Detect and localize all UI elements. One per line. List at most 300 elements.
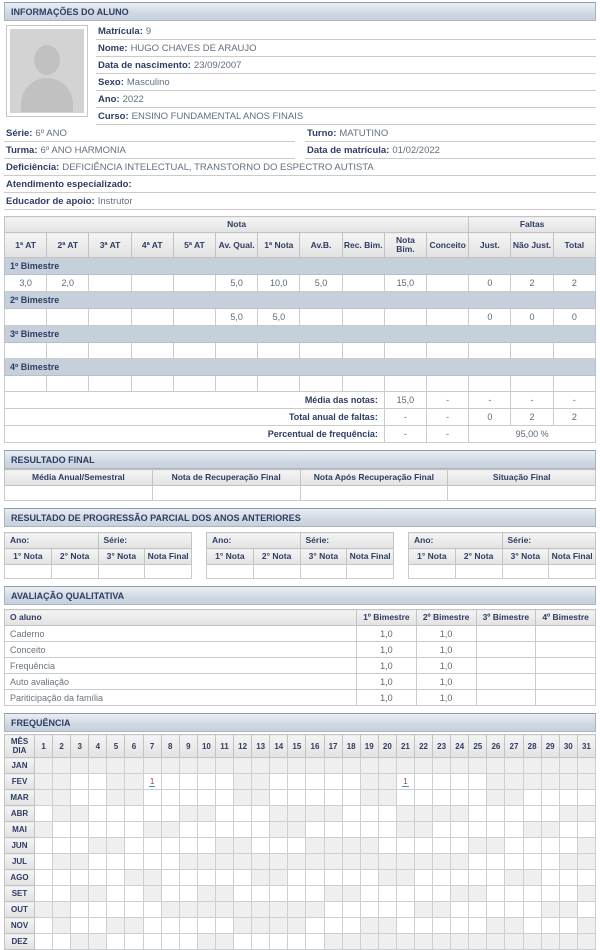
calendar-day-cell (559, 838, 577, 854)
student-grid-row (4, 142, 596, 159)
calendar-day-cell (487, 806, 505, 822)
grade-cell (427, 343, 469, 359)
calendar-day-cell (125, 790, 143, 806)
field-value: 9 (145, 26, 152, 37)
calendar-day-cell (324, 806, 342, 822)
calendar-day-cell (53, 854, 71, 870)
summary-cell: - (469, 392, 511, 409)
calendar-day-cell (487, 822, 505, 838)
calendar-day-cell (89, 790, 107, 806)
calendar-day-cell (53, 758, 71, 774)
progressao-header-row (409, 549, 596, 565)
grade-cell (131, 376, 173, 392)
calendar-day-cell (577, 822, 595, 838)
calendar-day-cell (433, 854, 451, 870)
progressao-cell (5, 565, 52, 579)
grade-cell: 2 (553, 275, 595, 292)
calendar-day-cell (234, 806, 252, 822)
calendar-day-cell (53, 838, 71, 854)
progressao-ano-serie-row (5, 533, 192, 549)
calendar-day-cell (215, 806, 233, 822)
calendar-day-header: 18 (342, 735, 360, 758)
calendar-day-cell (342, 854, 360, 870)
summary-cell: - (553, 392, 595, 409)
calendar-day-cell (197, 838, 215, 854)
calendar-day-cell (523, 870, 541, 886)
calendar-day-cell (125, 918, 143, 934)
calendar-day-cell (306, 886, 324, 902)
calendar-day-cell (197, 918, 215, 934)
calendar-day-cell (469, 902, 487, 918)
calendar-day-header: 13 (252, 735, 270, 758)
grade-cell (216, 376, 258, 392)
calendar-day-cell (234, 918, 252, 934)
calendar-day-cell (252, 838, 270, 854)
calendar-day-cell (487, 790, 505, 806)
progressao-ano-label: Ano: (409, 533, 503, 549)
calendar-day-cell (143, 902, 161, 918)
calendar-day-cell (378, 854, 396, 870)
progressao-header-row (5, 549, 192, 565)
calendar-day-cell (89, 886, 107, 902)
calendar-day-cell (215, 758, 233, 774)
progressao-column-header: 1° Nota (207, 549, 254, 565)
calendar-day-cell (125, 838, 143, 854)
grades-group-header: Nota (5, 217, 469, 233)
calendar-day-cell (161, 758, 179, 774)
calendar-day-cell (469, 918, 487, 934)
resultado-column-header: Nota Após Recuperação Final (300, 470, 448, 486)
calendar-day-cell (523, 902, 541, 918)
calendar-day-cell (179, 806, 197, 822)
grades-data-row (5, 309, 596, 326)
calendar-day-header: 4 (89, 735, 107, 758)
calendar-day-cell (53, 822, 71, 838)
qualitativa-row-label: Frequência (5, 658, 357, 674)
grade-cell (258, 343, 300, 359)
calendar-day-cell (125, 934, 143, 950)
grades-column-header: 1ª AT (5, 233, 47, 258)
calendar-day-cell (71, 854, 89, 870)
calendar-day-cell (342, 902, 360, 918)
calendar-day-cell (324, 902, 342, 918)
calendar-day-cell (270, 758, 288, 774)
calendar-day-cell (396, 774, 414, 790)
calendar-day-cell (378, 886, 396, 902)
calendar-day-cell (35, 790, 53, 806)
calendar-day-cell (252, 902, 270, 918)
grades-column-header: Av.B. (300, 233, 342, 258)
calendar-day-cell (559, 902, 577, 918)
calendar-day-cell (270, 822, 288, 838)
calendar-day-cell (107, 854, 125, 870)
calendar-day-cell (288, 790, 306, 806)
info-field-row (4, 125, 295, 142)
calendar-day-cell (523, 822, 541, 838)
resultado-header-row (5, 470, 596, 486)
qualitativa-cell: 1,0 (416, 690, 476, 706)
progressao-column-header: 1° Nota (409, 549, 456, 565)
grades-column-header: Nota Bim. (384, 233, 426, 258)
calendar-day-cell (35, 822, 53, 838)
qualitativa-column-header: 1º Bimestre (357, 610, 417, 626)
calendar-month-label: AGO (5, 870, 35, 886)
grades-column-header: Total (553, 233, 595, 258)
qualitativa-column-header: 2º Bimestre (416, 610, 476, 626)
calendar-day-cell (306, 806, 324, 822)
field-label: Matrícula: (98, 26, 143, 37)
calendar-day-cell (396, 918, 414, 934)
calendar-day-cell (107, 902, 125, 918)
calendar-day-cell (451, 918, 469, 934)
calendar-day-cell (433, 838, 451, 854)
info-field-row (4, 193, 596, 210)
qualitativa-cell (536, 674, 596, 690)
grade-cell (553, 376, 595, 392)
calendar-day-cell (541, 918, 559, 934)
calendar-day-cell (252, 806, 270, 822)
section-header-resultado-final: RESULTADO FINAL (4, 450, 596, 469)
grades-column-header: 3ª AT (89, 233, 131, 258)
calendar-day-cell (252, 870, 270, 886)
calendar-day-cell (360, 838, 378, 854)
progressao-data-row (5, 565, 192, 579)
calendar-day-cell (414, 774, 432, 790)
calendar-day-cell (215, 822, 233, 838)
calendar-day-cell (469, 822, 487, 838)
calendar-day-cell (469, 758, 487, 774)
calendar-month-label: NOV (5, 918, 35, 934)
calendar-day-cell (234, 838, 252, 854)
calendar-day-cell (71, 886, 89, 902)
calendar-day-cell (505, 886, 523, 902)
calendar-day-header: 14 (270, 735, 288, 758)
calendar-day-cell (107, 870, 125, 886)
calendar-day-cell (89, 758, 107, 774)
bimestre-band-label: 4º Bimestre (5, 359, 596, 376)
calendar-day-cell (252, 854, 270, 870)
calendar-day-cell (161, 790, 179, 806)
calendar-day-cell (451, 806, 469, 822)
qualitativa-cell: 1,0 (357, 642, 417, 658)
qualitativa-column-header: 4º Bimestre (536, 610, 596, 626)
calendar-day-cell (451, 934, 469, 950)
calendar-month-label: ABR (5, 806, 35, 822)
calendar-day-cell (215, 918, 233, 934)
calendar-day-cell (215, 774, 233, 790)
field-label: Nome: (98, 43, 128, 54)
grade-cell (469, 343, 511, 359)
qualitativa-first-column-header: O aluno (5, 610, 357, 626)
calendar-day-cell (577, 870, 595, 886)
calendar-day-cell (215, 870, 233, 886)
grade-cell (342, 275, 384, 292)
student-grid-fields (4, 125, 596, 159)
field-label: Sexo: (98, 77, 124, 88)
calendar-day-cell (487, 854, 505, 870)
calendar-day-cell (89, 918, 107, 934)
calendar-day-cell (433, 806, 451, 822)
info-field-row (96, 108, 596, 125)
grade-cell (511, 343, 553, 359)
calendar-day-cell (505, 774, 523, 790)
calendar-month-row (5, 870, 596, 886)
calendar-day-cell (125, 886, 143, 902)
calendar-day-cell (414, 822, 432, 838)
calendar-day-cell (577, 902, 595, 918)
calendar-day-cell (577, 854, 595, 870)
calendar-day-cell (35, 758, 53, 774)
calendar-corner-header (5, 735, 35, 758)
calendar-day-header: 30 (559, 735, 577, 758)
field-label: Série: (6, 128, 33, 139)
info-field-row (305, 142, 596, 159)
summary-label: Média das notas: (5, 392, 385, 409)
calendar-day-cell (324, 854, 342, 870)
progressao-column-header: 3° Nota (300, 549, 347, 565)
calendar-day-cell (378, 774, 396, 790)
calendar-day-cell (342, 806, 360, 822)
qualitativa-cell: 1,0 (416, 674, 476, 690)
calendar-day-cell (396, 886, 414, 902)
calendar-day-cell (433, 790, 451, 806)
grade-cell: 0 (469, 309, 511, 326)
calendar-day-cell (270, 854, 288, 870)
calendar-day-cell (433, 822, 451, 838)
frequencia-calendar-table (4, 734, 596, 950)
summary-label: Total anual de faltas: (5, 409, 385, 426)
bimestre-band-row (5, 326, 596, 343)
grade-cell (5, 376, 47, 392)
calendar-day-cell (143, 774, 161, 790)
calendar-month-label: FEV (5, 774, 35, 790)
calendar-day-cell (324, 870, 342, 886)
calendar-day-cell (288, 934, 306, 950)
calendar-day-cell (577, 934, 595, 950)
field-label: Data de nascimento: (98, 60, 191, 71)
calendar-day-header: 1 (35, 735, 53, 758)
grade-cell: 0 (553, 309, 595, 326)
calendar-day-cell (451, 854, 469, 870)
summary-cell: - (511, 392, 553, 409)
qualitativa-cell (476, 642, 536, 658)
qualitativa-row-label: Caderno (5, 626, 357, 642)
field-label: Deficiência: (6, 162, 60, 173)
progressao-serie-label: Série: (98, 533, 192, 549)
calendar-day-cell (197, 854, 215, 870)
calendar-day-cell (107, 806, 125, 822)
grade-cell: 5,0 (258, 309, 300, 326)
calendar-day-cell (161, 854, 179, 870)
calendar-day-cell (487, 902, 505, 918)
calendar-day-cell (161, 934, 179, 950)
calendar-day-cell (523, 934, 541, 950)
calendar-day-cell (577, 838, 595, 854)
calendar-day-cell (451, 774, 469, 790)
field-value: MATUTINO (339, 128, 389, 139)
calendar-day-cell (541, 822, 559, 838)
calendar-day-header: 26 (487, 735, 505, 758)
calendar-day-cell (577, 758, 595, 774)
calendar-day-cell (469, 854, 487, 870)
qualitativa-cell (476, 674, 536, 690)
grades-table (4, 216, 596, 443)
calendar-day-cell (71, 822, 89, 838)
calendar-month-label: SET (5, 886, 35, 902)
qualitativa-row-label: Auto avaliação (5, 674, 357, 690)
calendar-day-cell (89, 822, 107, 838)
calendar-day-cell (179, 758, 197, 774)
calendar-day-cell (288, 822, 306, 838)
calendar-day-header: 24 (451, 735, 469, 758)
qualitativa-cell (536, 642, 596, 658)
calendar-day-cell (125, 870, 143, 886)
calendar-day-cell (324, 838, 342, 854)
absence-count-link[interactable]: 1 (149, 776, 155, 786)
calendar-day-cell (378, 758, 396, 774)
calendar-day-cell (414, 790, 432, 806)
calendar-day-header: 28 (523, 735, 541, 758)
calendar-day-cell (523, 854, 541, 870)
progressao-cell (455, 565, 502, 579)
calendar-day-cell (451, 790, 469, 806)
calendar-day-cell (577, 774, 595, 790)
calendar-day-cell (342, 838, 360, 854)
calendar-day-cell (197, 822, 215, 838)
qualitativa-header-row (5, 610, 596, 626)
calendar-day-cell (234, 934, 252, 950)
calendar-day-cell (143, 918, 161, 934)
calendar-day-cell (396, 822, 414, 838)
calendar-day-cell (396, 838, 414, 854)
student-fields-list (96, 21, 596, 125)
grade-cell: 0 (469, 275, 511, 292)
calendar-day-cell (179, 774, 197, 790)
calendar-day-cell (252, 918, 270, 934)
calendar-month-label: JUL (5, 854, 35, 870)
grade-cell (469, 376, 511, 392)
resultado-data-row (5, 486, 596, 501)
calendar-day-cell (342, 790, 360, 806)
calendar-day-cell (414, 806, 432, 822)
grade-cell (89, 343, 131, 359)
resultado-column-header: Média Anual/Semestral (5, 470, 153, 486)
calendar-month-row (5, 758, 596, 774)
resultado-cell (5, 486, 153, 501)
qualitativa-data-row (5, 658, 596, 674)
calendar-day-cell (288, 806, 306, 822)
calendar-day-cell (35, 870, 53, 886)
calendar-day-cell (378, 934, 396, 950)
progressao-cell (145, 565, 192, 579)
calendar-day-cell (143, 806, 161, 822)
calendar-day-cell (179, 918, 197, 934)
grade-cell (173, 343, 215, 359)
field-label: Curso: (98, 111, 129, 122)
calendar-day-cell (559, 758, 577, 774)
resultado-cell (152, 486, 300, 501)
grade-cell (47, 376, 89, 392)
calendar-month-row (5, 774, 596, 790)
calendar-corner-mes: MÊS (10, 737, 29, 746)
calendar-day-cell (179, 790, 197, 806)
info-field-row (96, 57, 596, 74)
info-field-row (96, 91, 596, 108)
summary-cell: 0 (469, 409, 511, 426)
calendar-day-cell (179, 870, 197, 886)
calendar-day-cell (197, 902, 215, 918)
grades-summary-row (5, 409, 596, 426)
grade-cell (173, 309, 215, 326)
progressao-data-row (207, 565, 394, 579)
field-value: 6º ANO (35, 128, 67, 139)
calendar-day-cell (559, 790, 577, 806)
calendar-day-cell (270, 870, 288, 886)
qualitativa-cell: 1,0 (357, 658, 417, 674)
calendar-day-cell (342, 934, 360, 950)
calendar-month-row (5, 806, 596, 822)
calendar-day-cell (414, 934, 432, 950)
calendar-day-cell (505, 758, 523, 774)
grades-data-row (5, 343, 596, 359)
calendar-day-cell (541, 774, 559, 790)
calendar-day-cell (161, 838, 179, 854)
student-photo-placeholder (6, 25, 88, 117)
calendar-day-cell (89, 934, 107, 950)
calendar-day-cell (71, 870, 89, 886)
calendar-day-header: 7 (143, 735, 161, 758)
calendar-day-cell (324, 934, 342, 950)
grade-cell: 2 (511, 275, 553, 292)
calendar-day-cell (541, 854, 559, 870)
calendar-day-cell (559, 822, 577, 838)
calendar-day-cell (324, 774, 342, 790)
calendar-day-cell (288, 838, 306, 854)
calendar-day-cell (35, 934, 53, 950)
calendar-day-cell (197, 886, 215, 902)
calendar-day-cell (505, 838, 523, 854)
progressao-block (4, 532, 192, 579)
field-value: Masculino (126, 77, 170, 88)
section-header-progressao-parcial: RESULTADO DE PROGRESSÃO PARCIAL DOS ANOS ANTERIORES (4, 508, 596, 527)
calendar-day-cell (270, 790, 288, 806)
progressao-column-header: Nota Final (347, 549, 394, 565)
progressao-block (206, 532, 394, 579)
calendar-day-cell (179, 886, 197, 902)
calendar-day-cell (433, 918, 451, 934)
calendar-day-cell (487, 758, 505, 774)
grades-column-header: 5ª AT (173, 233, 215, 258)
calendar-day-cell (306, 774, 324, 790)
calendar-month-row (5, 838, 596, 854)
calendar-day-cell (270, 886, 288, 902)
calendar-day-cell (505, 822, 523, 838)
calendar-day-cell (505, 790, 523, 806)
calendar-day-cell (89, 870, 107, 886)
grade-cell: 15,0 (384, 275, 426, 292)
calendar-day-cell (396, 854, 414, 870)
grade-cell (384, 376, 426, 392)
calendar-day-cell (378, 918, 396, 934)
calendar-day-cell (342, 918, 360, 934)
progressao-column-header: 2° Nota (51, 549, 98, 565)
grade-cell (300, 343, 342, 359)
calendar-day-header: 31 (577, 735, 595, 758)
calendar-day-cell (234, 870, 252, 886)
absence-count-link[interactable]: 1 (403, 776, 408, 786)
progressao-column-header: 2° Nota (253, 549, 300, 565)
calendar-day-cell (396, 790, 414, 806)
